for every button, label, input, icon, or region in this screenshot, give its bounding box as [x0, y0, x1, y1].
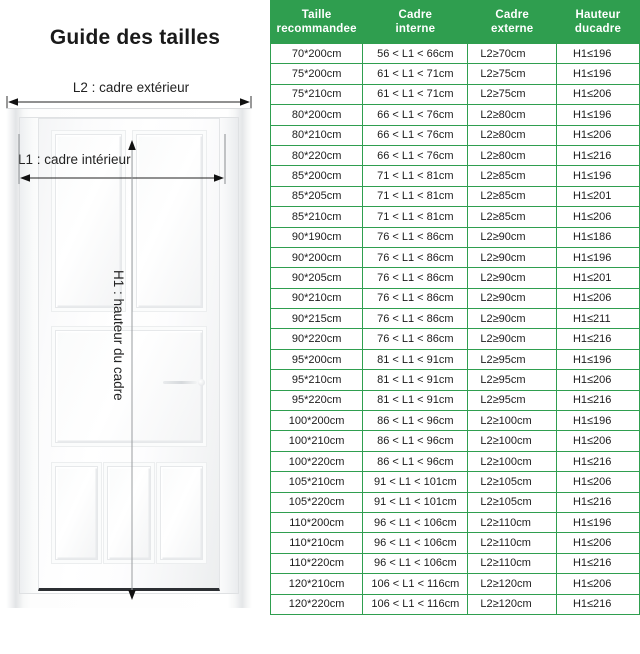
cell-cadre-interne: 91 < L1 < 101cm	[363, 492, 468, 512]
cell-hauteur-du-cadre: H1≤196	[556, 105, 639, 125]
cell-taille-recommandee: 95*200cm	[271, 349, 363, 369]
cell-cadre-externe: L2≥110cm	[468, 533, 557, 553]
table-row	[271, 472, 640, 492]
door-handle-icon	[163, 379, 204, 386]
header-line-1: Cadre	[495, 8, 529, 21]
cell-hauteur-du-cadre: H1≤206	[556, 472, 639, 492]
cell-cadre-interne: 61 < L1 < 71cm	[363, 64, 468, 84]
cell-cadre-interne: 106 < L1 < 116cm	[363, 574, 468, 594]
cell-hauteur-du-cadre: H1≤196	[556, 512, 639, 532]
door-panel-bottom-right	[160, 466, 203, 560]
inner-frame-label: L1 : cadre intérieur	[18, 152, 131, 167]
cell-hauteur-du-cadre: H1≤216	[556, 492, 639, 512]
cell-taille-recommandee: 90*205cm	[271, 268, 363, 288]
frame-height-label: H1 : hauteur du cadre	[111, 270, 126, 401]
cell-taille-recommandee: 75*210cm	[271, 84, 363, 104]
inner-frame-dimension-arrow	[18, 172, 226, 184]
cell-cadre-externe: L2≥90cm	[468, 309, 557, 329]
cell-taille-recommandee: 120*210cm	[271, 574, 363, 594]
header-line-1: Taille	[301, 8, 332, 21]
cell-cadre-externe: L2≥90cm	[468, 227, 557, 247]
table-row	[271, 105, 640, 125]
cell-taille-recommandee: 100*220cm	[271, 451, 363, 471]
cell-cadre-interne: 61 < L1 < 71cm	[363, 84, 468, 104]
cell-hauteur-du-cadre: H1≤196	[556, 166, 639, 186]
table-row	[271, 186, 640, 206]
cell-cadre-interne: 76 < L1 < 86cm	[363, 247, 468, 267]
table-row	[271, 594, 640, 614]
cell-cadre-externe: L2≥90cm	[468, 247, 557, 267]
table-row	[271, 227, 640, 247]
frame-height-dimension-arrow	[126, 140, 138, 600]
cell-cadre-interne: 86 < L1 < 96cm	[363, 411, 468, 431]
table-row	[271, 207, 640, 227]
door-handle-rose	[198, 379, 205, 386]
cell-cadre-interne: 81 < L1 < 91cm	[363, 390, 468, 410]
cell-cadre-interne: 96 < L1 < 106cm	[363, 512, 468, 532]
table-header-row	[271, 1, 640, 44]
cell-taille-recommandee: 85*200cm	[271, 166, 363, 186]
cell-taille-recommandee: 90*200cm	[271, 247, 363, 267]
table-row	[271, 512, 640, 532]
cell-cadre-externe: L2≥100cm	[468, 411, 557, 431]
cell-cadre-externe: L2≥100cm	[468, 431, 557, 451]
cell-cadre-externe: L2≥80cm	[468, 145, 557, 165]
table-row	[271, 411, 640, 431]
cell-cadre-interne: 81 < L1 < 91cm	[363, 370, 468, 390]
cell-hauteur-du-cadre: H1≤201	[556, 186, 639, 206]
cell-hauteur-du-cadre: H1≤206	[556, 431, 639, 451]
cell-cadre-externe: L2≥85cm	[468, 166, 557, 186]
cell-cadre-interne: 106 < L1 < 116cm	[363, 594, 468, 614]
cell-cadre-externe: L2≥95cm	[468, 349, 557, 369]
outer-frame-label: L2 : cadre extérieur	[72, 80, 190, 95]
outer-frame-dimension-arrow	[6, 96, 252, 108]
table-row	[271, 288, 640, 308]
table-row	[271, 574, 640, 594]
door-panel-bottom-left	[55, 466, 98, 560]
cell-hauteur-du-cadre: H1≤206	[556, 574, 639, 594]
cell-cadre-interne: 76 < L1 < 86cm	[363, 288, 468, 308]
cell-hauteur-du-cadre: H1≤216	[556, 594, 639, 614]
cell-cadre-interne: 76 < L1 < 86cm	[363, 268, 468, 288]
cell-hauteur-du-cadre: H1≤216	[556, 553, 639, 573]
door-handle-lever	[163, 381, 197, 384]
header-line-2: ducadre	[574, 23, 622, 35]
cell-cadre-externe: L2≥90cm	[468, 288, 557, 308]
table-row	[271, 492, 640, 512]
cell-hauteur-du-cadre: H1≤206	[556, 125, 639, 145]
cell-taille-recommandee: 85*210cm	[271, 207, 363, 227]
cell-cadre-externe: L2≥110cm	[468, 512, 557, 532]
cell-cadre-externe: L2≥105cm	[468, 492, 557, 512]
column-header-cadre-interne	[363, 1, 468, 44]
cell-taille-recommandee: 100*200cm	[271, 411, 363, 431]
cell-hauteur-du-cadre: H1≤196	[556, 64, 639, 84]
cell-hauteur-du-cadre: H1≤196	[556, 349, 639, 369]
cell-taille-recommandee: 85*205cm	[271, 186, 363, 206]
header-line-1: Cadre	[398, 8, 433, 21]
cell-cadre-interne: 86 < L1 < 96cm	[363, 451, 468, 471]
cell-cadre-externe: L2≥120cm	[468, 594, 557, 614]
page-title: Guide des tailles	[49, 26, 221, 49]
table-row	[271, 553, 640, 573]
cell-hauteur-du-cadre: H1≤216	[556, 329, 639, 349]
cell-cadre-interne: 91 < L1 < 101cm	[363, 472, 468, 492]
table-header	[271, 1, 640, 44]
table-row	[271, 431, 640, 451]
cell-cadre-externe: L2≥75cm	[468, 84, 557, 104]
table-row	[271, 370, 640, 390]
cell-hauteur-du-cadre: H1≤206	[556, 207, 639, 227]
cell-cadre-externe: L2≥70cm	[468, 44, 557, 64]
cell-hauteur-du-cadre: H1≤211	[556, 309, 639, 329]
cell-hauteur-du-cadre: H1≤216	[556, 451, 639, 471]
table-row	[271, 64, 640, 84]
cell-cadre-externe: L2≥105cm	[468, 472, 557, 492]
table-row	[271, 390, 640, 410]
cell-cadre-externe: L2≥80cm	[468, 105, 557, 125]
cell-hauteur-du-cadre: H1≤201	[556, 268, 639, 288]
cell-cadre-interne: 81 < L1 < 91cm	[363, 349, 468, 369]
cell-cadre-interne: 71 < L1 < 81cm	[363, 207, 468, 227]
cell-taille-recommandee: 90*210cm	[271, 288, 363, 308]
cell-taille-recommandee: 100*210cm	[271, 431, 363, 451]
cell-cadre-interne: 71 < L1 < 81cm	[363, 186, 468, 206]
cell-cadre-interne: 71 < L1 < 81cm	[363, 166, 468, 186]
table-row	[271, 125, 640, 145]
cell-cadre-externe: L2≥80cm	[468, 125, 557, 145]
cell-taille-recommandee: 90*190cm	[271, 227, 363, 247]
cell-taille-recommandee: 95*220cm	[271, 390, 363, 410]
table-row	[271, 44, 640, 64]
table-row	[271, 349, 640, 369]
cell-hauteur-du-cadre: H1≤196	[556, 44, 639, 64]
cell-hauteur-du-cadre: H1≤196	[556, 247, 639, 267]
cell-cadre-externe: L2≥120cm	[468, 574, 557, 594]
cell-hauteur-du-cadre: H1≤186	[556, 227, 639, 247]
cell-cadre-interne: 66 < L1 < 76cm	[363, 105, 468, 125]
table-row	[271, 451, 640, 471]
header-line-2: externe	[491, 23, 534, 35]
cell-cadre-interne: 56 < L1 < 66cm	[363, 44, 468, 64]
cell-cadre-interne: 66 < L1 < 76cm	[363, 145, 468, 165]
cell-taille-recommandee: 95*210cm	[271, 370, 363, 390]
column-header-taille-recommandee	[271, 1, 363, 44]
cell-cadre-externe: L2≥85cm	[468, 207, 557, 227]
cell-taille-recommandee: 110*200cm	[271, 512, 363, 532]
cell-taille-recommandee: 80*200cm	[271, 105, 363, 125]
cell-taille-recommandee: 90*215cm	[271, 309, 363, 329]
header-line-1: Hauteur	[575, 8, 621, 21]
door-panel-top-right	[136, 134, 203, 308]
table-row	[271, 309, 640, 329]
cell-cadre-interne: 86 < L1 < 96cm	[363, 431, 468, 451]
size-chart-table	[270, 0, 640, 615]
cell-hauteur-du-cadre: H1≤206	[556, 533, 639, 553]
cell-hauteur-du-cadre: H1≤196	[556, 411, 639, 431]
cell-cadre-interne: 96 < L1 < 106cm	[363, 533, 468, 553]
cell-cadre-externe: L2≥95cm	[468, 370, 557, 390]
cell-cadre-interne: 76 < L1 < 86cm	[363, 227, 468, 247]
cell-taille-recommandee: 75*200cm	[271, 64, 363, 84]
table-row	[271, 533, 640, 553]
table-row	[271, 329, 640, 349]
door-size-guide-panel	[0, 0, 270, 654]
cell-hauteur-du-cadre: H1≤206	[556, 288, 639, 308]
table-row	[271, 145, 640, 165]
cell-taille-recommandee: 90*220cm	[271, 329, 363, 349]
cell-cadre-interne: 96 < L1 < 106cm	[363, 553, 468, 573]
cell-cadre-externe: L2≥110cm	[468, 553, 557, 573]
table-row	[271, 84, 640, 104]
column-header-hauteur-du-cadre	[556, 1, 639, 44]
cell-hauteur-du-cadre: H1≤216	[556, 390, 639, 410]
cell-taille-recommandee: 110*220cm	[271, 553, 363, 573]
cell-cadre-externe: L2≥100cm	[468, 451, 557, 471]
cell-cadre-externe: L2≥85cm	[468, 186, 557, 206]
cell-cadre-externe: L2≥90cm	[468, 329, 557, 349]
cell-taille-recommandee: 105*220cm	[271, 492, 363, 512]
table-row	[271, 268, 640, 288]
cell-cadre-interne: 76 < L1 < 86cm	[363, 309, 468, 329]
cell-cadre-externe: L2≥95cm	[468, 390, 557, 410]
cell-taille-recommandee: 70*200cm	[271, 44, 363, 64]
cell-cadre-interne: 76 < L1 < 86cm	[363, 329, 468, 349]
cell-cadre-externe: L2≥90cm	[468, 268, 557, 288]
table-body	[271, 44, 640, 615]
cell-hauteur-du-cadre: H1≤206	[556, 370, 639, 390]
cell-cadre-interne: 66 < L1 < 76cm	[363, 125, 468, 145]
cell-taille-recommandee: 80*210cm	[271, 125, 363, 145]
cell-taille-recommandee: 80*220cm	[271, 145, 363, 165]
table-row	[271, 247, 640, 267]
cell-taille-recommandee: 110*210cm	[271, 533, 363, 553]
cell-taille-recommandee: 105*210cm	[271, 472, 363, 492]
header-line-2: interne	[395, 23, 436, 35]
column-header-cadre-externe	[468, 1, 557, 44]
cell-hauteur-du-cadre: H1≤206	[556, 84, 639, 104]
cell-cadre-externe: L2≥75cm	[468, 64, 557, 84]
header-line-2: recommandee	[276, 23, 357, 35]
cell-hauteur-du-cadre: H1≤216	[556, 145, 639, 165]
cell-taille-recommandee: 120*220cm	[271, 594, 363, 614]
table-row	[271, 166, 640, 186]
